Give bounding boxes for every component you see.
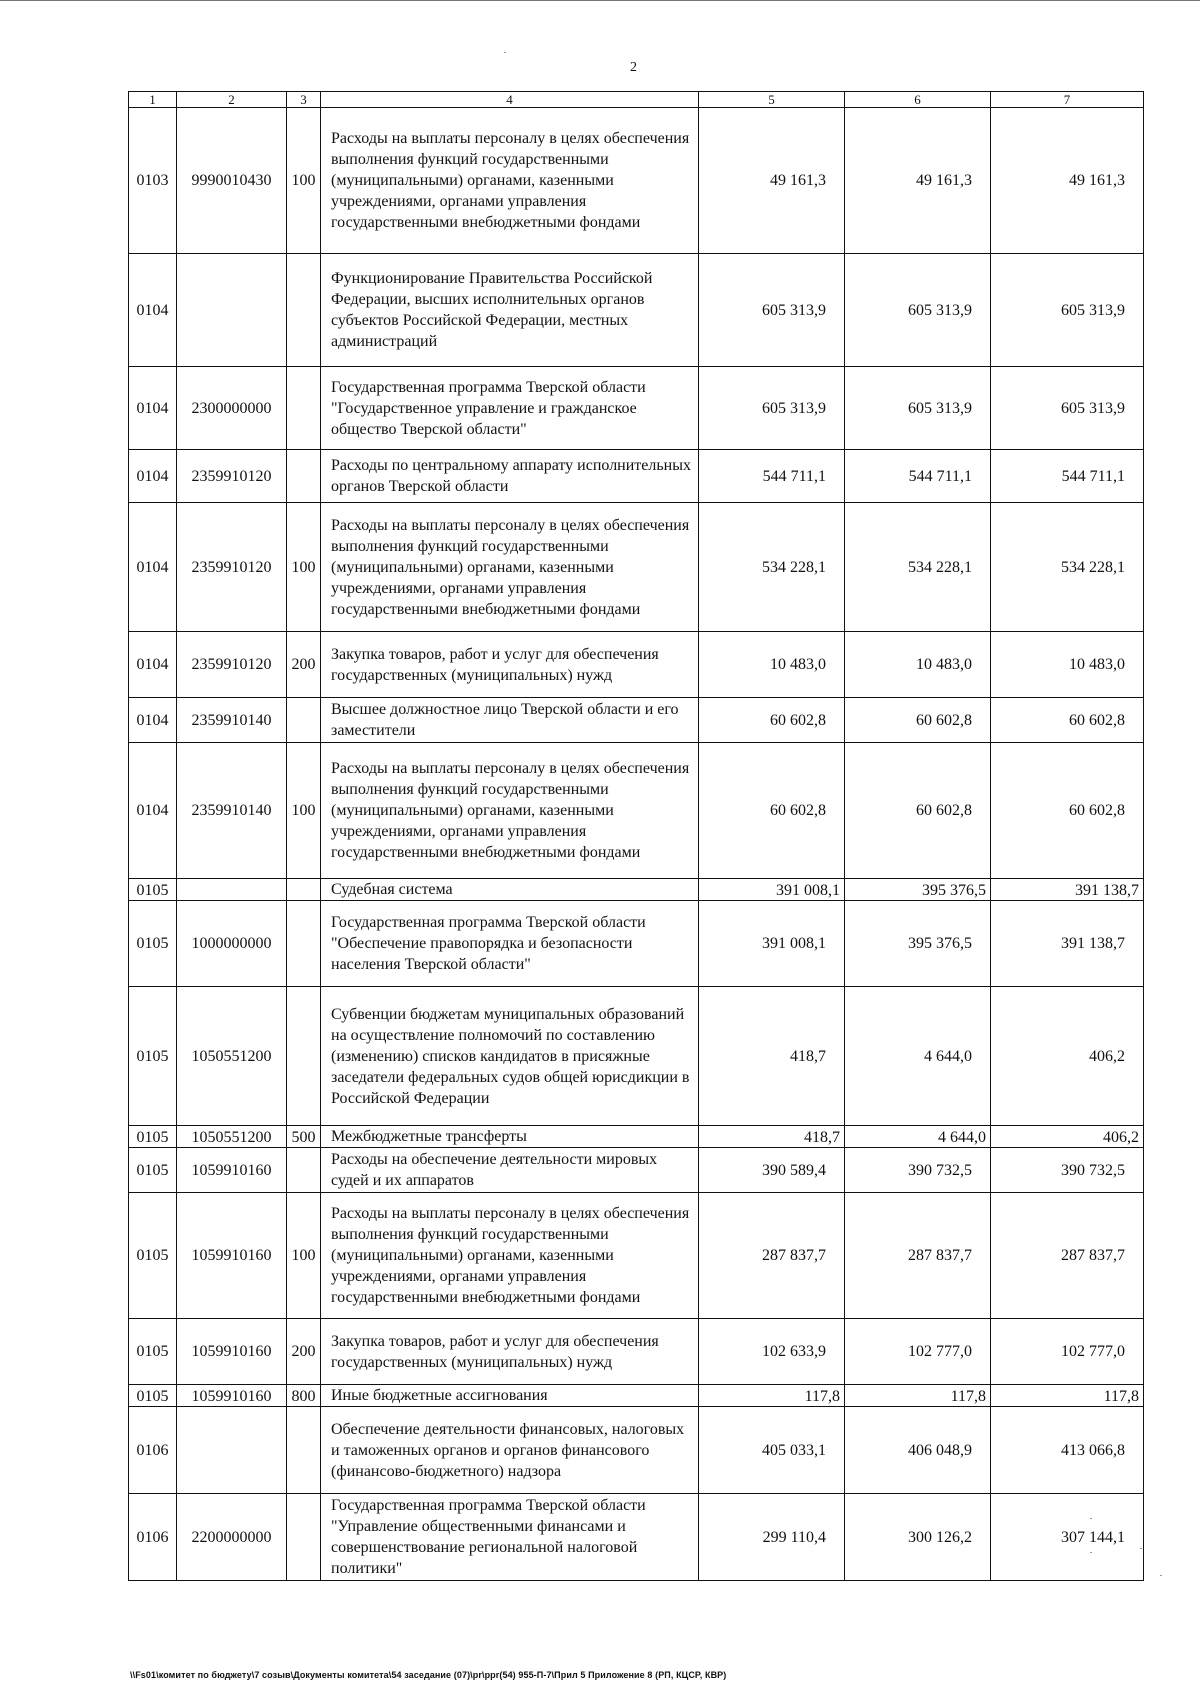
header-cell: 2: [177, 92, 287, 108]
amount-cell: 4 644,0: [845, 1126, 991, 1148]
table-row: [129, 632, 1144, 698]
amount-cell: 117,8: [845, 1385, 991, 1407]
amount-cell: 300 126,2: [845, 1494, 991, 1581]
description-cell: Расходы на выплаты персоналу в целях обеспечения выполнения функций государственными (муниципальными) органами, казенными учреждениями, органами управления государственными внебюджетными фондами: [321, 1193, 699, 1319]
amount-cell: 391 138,7: [991, 901, 1144, 987]
target-article-cell: 1000000000: [177, 901, 287, 987]
scan-speck: [1090, 1552, 1092, 1553]
expense-type-cell: [287, 698, 321, 743]
amount-cell: 534 228,1: [991, 503, 1144, 632]
header-cell: 3: [287, 92, 321, 108]
amount-cell: 406 048,9: [845, 1407, 991, 1494]
scan-speck: [1160, 1575, 1162, 1576]
target-article-cell: 2200000000: [177, 1494, 287, 1581]
description-cell: Функционирование Правительства Российской Федерации, высших исполнительных органов субъектов Российской Федерации, местных администраций: [321, 254, 699, 367]
amount-cell: 102 633,9: [699, 1319, 845, 1385]
description-cell: Закупка товаров, работ и услуг для обеспечения государственных (муниципальных) нужд: [321, 1319, 699, 1385]
header-row: [129, 92, 1144, 108]
amount-cell: 534 228,1: [699, 503, 845, 632]
amount-cell: 299 110,4: [699, 1494, 845, 1581]
amount-cell: 60 602,8: [991, 743, 1144, 879]
expense-type-cell: 100: [287, 1193, 321, 1319]
header-cell: 6: [845, 92, 991, 108]
target-article-cell: [177, 879, 287, 901]
amount-cell: 544 711,1: [991, 450, 1144, 503]
description-cell: Расходы на обеспечение деятельности мировых судей и их аппаратов: [321, 1148, 699, 1193]
expense-type-cell: [287, 1494, 321, 1581]
amount-cell: 544 711,1: [845, 450, 991, 503]
amount-cell: 418,7: [699, 1126, 845, 1148]
target-article-cell: 2359910120: [177, 632, 287, 698]
code-cell: 0104: [129, 503, 177, 632]
code-cell: 0104: [129, 367, 177, 450]
amount-cell: 534 228,1: [845, 503, 991, 632]
target-article-cell: 1059910160: [177, 1148, 287, 1193]
description-cell: Межбюджетные трансферты: [321, 1126, 699, 1148]
expense-type-cell: 100: [287, 743, 321, 879]
target-article-cell: 2300000000: [177, 367, 287, 450]
code-cell: 0105: [129, 1193, 177, 1319]
amount-cell: 10 483,0: [991, 632, 1144, 698]
amount-cell: 605 313,9: [845, 367, 991, 450]
expense-type-cell: [287, 901, 321, 987]
description-cell: Расходы на выплаты персоналу в целях обеспечения выполнения функций государственными (муниципальными) органами, казенными учреждениями, органами управления государственными внебюджетными фондами: [321, 108, 699, 254]
amount-cell: 605 313,9: [991, 254, 1144, 367]
amount-cell: 102 777,0: [991, 1319, 1144, 1385]
target-article-cell: 2359910140: [177, 743, 287, 879]
table-row: [129, 743, 1144, 879]
table-row: [129, 879, 1144, 901]
amount-cell: 117,8: [991, 1385, 1144, 1407]
description-cell: Расходы на выплаты персоналу в целях обеспечения выполнения функций государственными (муниципальными) органами, казенными учреждениями, органами управления государственными внебюджетными фондами: [321, 503, 699, 632]
amount-cell: 307 144,1: [991, 1494, 1144, 1581]
amount-cell: 395 376,5: [845, 901, 991, 987]
target-article-cell: 1050551200: [177, 987, 287, 1126]
expense-type-cell: [287, 1148, 321, 1193]
table-row: [129, 901, 1144, 987]
expense-type-cell: [287, 254, 321, 367]
amount-cell: 413 066,8: [991, 1407, 1144, 1494]
amount-cell: 10 483,0: [845, 632, 991, 698]
amount-cell: 405 033,1: [699, 1407, 845, 1494]
target-article-cell: 2359910120: [177, 503, 287, 632]
amount-cell: 391 138,7: [991, 879, 1144, 901]
expense-type-cell: [287, 367, 321, 450]
code-cell: 0105: [129, 1148, 177, 1193]
amount-cell: 605 313,9: [991, 367, 1144, 450]
description-cell: Обеспечение деятельности финансовых, налоговых и таможенных органов и органов финансового (финансово-бюджетного) надзора: [321, 1407, 699, 1494]
table-row: [129, 108, 1144, 254]
amount-cell: 544 711,1: [699, 450, 845, 503]
table-row: [129, 450, 1144, 503]
description-cell: Закупка товаров, работ и услуг для обеспечения государственных (муниципальных) нужд: [321, 632, 699, 698]
header-cell: 7: [991, 92, 1144, 108]
amount-cell: 406,2: [991, 1126, 1144, 1148]
code-cell: 0105: [129, 987, 177, 1126]
code-cell: 0106: [129, 1407, 177, 1494]
expense-type-cell: 100: [287, 503, 321, 632]
code-cell: 0105: [129, 1319, 177, 1385]
amount-cell: 391 008,1: [699, 879, 845, 901]
expense-type-cell: [287, 987, 321, 1126]
amount-cell: 395 376,5: [845, 879, 991, 901]
amount-cell: 49 161,3: [845, 108, 991, 254]
file-path-footer: \\Fs01\комитет по бюджету\7 созыв\Документы комитета\54 заседание (07)\pr\ppr(54) 955-П-7\Прил 5 Приложение 8 (РП, КЦСР, КВР): [130, 1670, 727, 1680]
description-cell: Государственная программа Тверской области "Обеспечение правопорядка и безопасности населения Тверской области": [321, 901, 699, 987]
description-cell: Расходы по центральному аппарату исполнительных органов Тверской области: [321, 450, 699, 503]
expense-type-cell: [287, 1407, 321, 1494]
amount-cell: 60 602,8: [845, 698, 991, 743]
code-cell: 0106: [129, 1494, 177, 1581]
expense-type-cell: 100: [287, 108, 321, 254]
table-row: [129, 1193, 1144, 1319]
table-row: [129, 1407, 1144, 1494]
amount-cell: 102 777,0: [845, 1319, 991, 1385]
table-row: [129, 698, 1144, 743]
target-article-cell: [177, 254, 287, 367]
code-cell: 0104: [129, 254, 177, 367]
page-number: 2: [630, 60, 637, 75]
table-row: [129, 1126, 1144, 1148]
amount-cell: 287 837,7: [991, 1193, 1144, 1319]
code-cell: 0104: [129, 743, 177, 879]
scan-speck: [1140, 1548, 1142, 1549]
scan-speck: [1090, 1518, 1092, 1519]
header-cell: 1: [129, 92, 177, 108]
table-row: [129, 1148, 1144, 1193]
amount-cell: 390 589,4: [699, 1148, 845, 1193]
amount-cell: 60 602,8: [699, 743, 845, 879]
expense-type-cell: 200: [287, 1319, 321, 1385]
table-row: [129, 1494, 1144, 1581]
description-cell: Высшее должностное лицо Тверской области и его заместители: [321, 698, 699, 743]
table-row: [129, 1319, 1144, 1385]
amount-cell: 391 008,1: [699, 901, 845, 987]
header-cell: 4: [321, 92, 699, 108]
code-cell: 0105: [129, 1126, 177, 1148]
target-article-cell: 1059910160: [177, 1319, 287, 1385]
amount-cell: 390 732,5: [991, 1148, 1144, 1193]
expense-type-cell: [287, 450, 321, 503]
expense-type-cell: 500: [287, 1126, 321, 1148]
amount-cell: 60 602,8: [991, 698, 1144, 743]
description-cell: Судебная система: [321, 879, 699, 901]
amount-cell: 605 313,9: [699, 367, 845, 450]
description-cell: Государственная программа Тверской области "Государственное управление и гражданское общество Тверской области": [321, 367, 699, 450]
amount-cell: 60 602,8: [845, 743, 991, 879]
description-cell: Иные бюджетные ассигнования: [321, 1385, 699, 1407]
code-cell: 0104: [129, 632, 177, 698]
header-cell: 5: [699, 92, 845, 108]
code-cell: 0104: [129, 450, 177, 503]
target-article-cell: 2359910140: [177, 698, 287, 743]
amount-cell: 418,7: [699, 987, 845, 1126]
amount-cell: 406,2: [991, 987, 1144, 1126]
description-cell: Расходы на выплаты персоналу в целях обеспечения выполнения функций государственными (муниципальными) органами, казенными учреждениями, органами управления государственными внебюджетными фондами: [321, 743, 699, 879]
amount-cell: 10 483,0: [699, 632, 845, 698]
description-cell: Субвенции бюджетам муниципальных образований на осуществление полномочий по составлению (изменению) списков кандидатов в присяжные заседатели федеральных судов общей юрисдикции в Российской Федерации: [321, 987, 699, 1126]
code-cell: 0103: [129, 108, 177, 254]
target-article-cell: 2359910120: [177, 450, 287, 503]
table-row: [129, 1385, 1144, 1407]
amount-cell: 4 644,0: [845, 987, 991, 1126]
amount-cell: 49 161,3: [991, 108, 1144, 254]
amount-cell: 287 837,7: [845, 1193, 991, 1319]
amount-cell: 287 837,7: [699, 1193, 845, 1319]
code-cell: 0105: [129, 879, 177, 901]
amount-cell: 605 313,9: [699, 254, 845, 367]
scan-top-edge: [0, 0, 1200, 1]
target-article-cell: [177, 1407, 287, 1494]
amount-cell: 60 602,8: [699, 698, 845, 743]
code-cell: 0105: [129, 901, 177, 987]
amount-cell: 117,8: [699, 1385, 845, 1407]
target-article-cell: 1059910160: [177, 1193, 287, 1319]
table-row: [129, 503, 1144, 632]
amount-cell: 390 732,5: [845, 1148, 991, 1193]
code-cell: 0104: [129, 698, 177, 743]
table-body: [129, 108, 1144, 1581]
target-article-cell: 1059910160: [177, 1385, 287, 1407]
expense-type-cell: [287, 879, 321, 901]
expense-type-cell: 800: [287, 1385, 321, 1407]
budget-table: [128, 91, 1144, 1581]
description-cell: Государственная программа Тверской области "Управление общественными финансами и совершенствование региональной налоговой политики": [321, 1494, 699, 1581]
code-cell: 0105: [129, 1385, 177, 1407]
scan-speck: [504, 52, 506, 53]
table-row: [129, 367, 1144, 450]
table-row: [129, 987, 1144, 1126]
table-row: [129, 254, 1144, 367]
expense-type-cell: 200: [287, 632, 321, 698]
amount-cell: 49 161,3: [699, 108, 845, 254]
target-article-cell: 1050551200: [177, 1126, 287, 1148]
amount-cell: 605 313,9: [845, 254, 991, 367]
target-article-cell: 9990010430: [177, 108, 287, 254]
